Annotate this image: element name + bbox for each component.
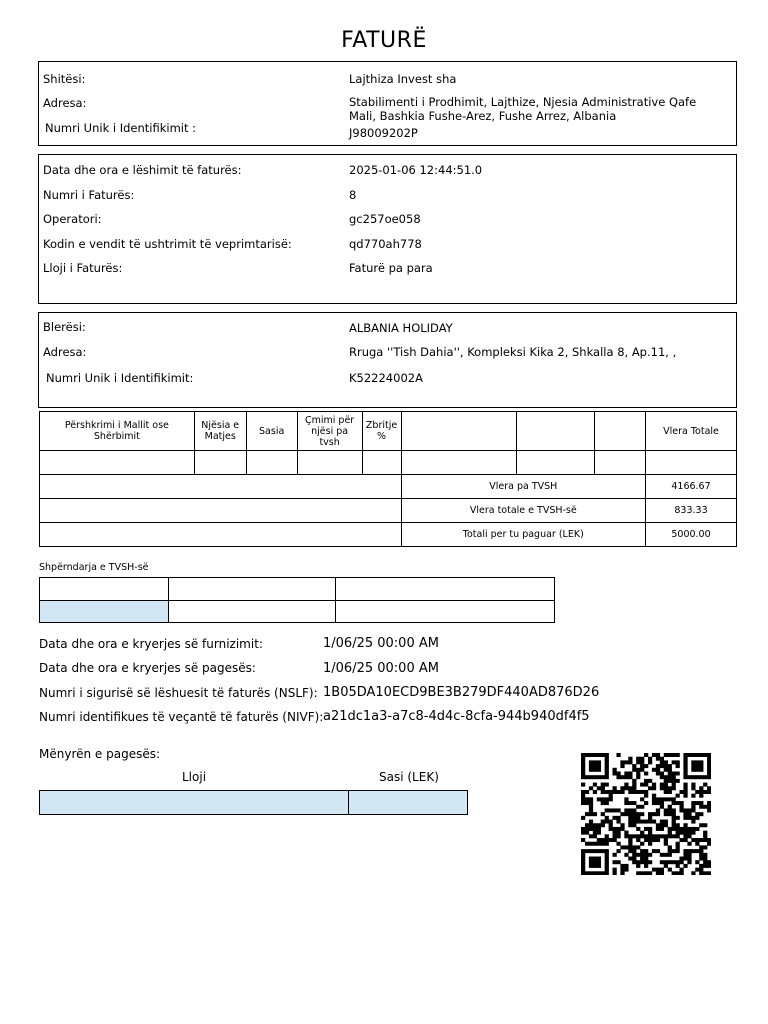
payment-date: 1/06/25 00:00 AM	[323, 661, 439, 676]
nivf-value: a21dc1a3-a7c8-4d4c-8cfa-944b940df4f5	[323, 709, 590, 724]
header-empty-2	[517, 412, 595, 451]
header-description: Përshkrimi i Mallit ose Shërbimit	[40, 412, 195, 451]
header-empty-1	[401, 412, 517, 451]
invoice-title: FATURË	[341, 28, 427, 53]
total-no-vat-label: Vlera pa TVSH	[401, 475, 645, 499]
vat-breakdown-table	[39, 577, 555, 623]
payment-table	[39, 790, 468, 815]
invoice-datetime: 2025-01-06 12:44:51.0	[349, 163, 483, 177]
payment-method-label: Mënyrën e pagesës:	[39, 747, 161, 761]
seller-label: Shitësi:	[43, 72, 86, 86]
items-table	[39, 411, 737, 547]
header-unit-price: Çmimi për njësi pa tvsh	[297, 412, 362, 451]
invoice-number-label: Numri i Faturës:	[43, 188, 135, 202]
seller-address: Stabilimenti i Prodhimit, Lajthize, Njesia Administrative Qafe Mali, Bashkia Fushe-Arez, Fushe Arrez, Albania	[349, 95, 697, 123]
supply-date: 1/06/25 00:00 AM	[323, 636, 439, 651]
header-total: Vlera Totale	[646, 412, 737, 451]
total-vat-value: 833.33	[646, 499, 737, 523]
seller-section	[38, 61, 737, 146]
buyer-section	[38, 312, 737, 408]
invoice-type-label: Lloji i Faturës:	[43, 261, 123, 275]
buyer-nuis-label: Numri Unik i Identifikimit:	[46, 371, 194, 385]
operator-label: Operatori:	[43, 212, 102, 226]
buyer-address-label: Adresa:	[43, 345, 87, 359]
table-row	[40, 791, 468, 815]
seller-address-label: Adresa:	[43, 96, 87, 110]
table-row	[40, 601, 555, 623]
nivf-label: Numri identifikues të veçantë të faturës (NIVF):	[39, 710, 324, 724]
supply-date-label: Data dhe ora e kryerjes së furnizimit:	[39, 637, 263, 651]
invoice-type: Faturë pa para	[349, 261, 433, 275]
business-unit-label: Kodin e vendit të ushtrimit të veprimtarisë:	[43, 237, 292, 251]
table-row	[40, 578, 555, 601]
header-discount: Zbritje %	[362, 412, 401, 451]
payment-amount-header: Sasi (LEK)	[379, 770, 439, 784]
total-no-vat-value: 4166.67	[646, 475, 737, 499]
seller-name: Lajthiza Invest sha	[349, 72, 457, 86]
nslf-value: 1B05DA10ECD9BE3B279DF440AD876D26	[323, 685, 600, 700]
total-no-vat-row	[40, 475, 737, 499]
header-unit: Njësia e Matjes	[194, 412, 246, 451]
buyer-address: Rruga ''Tish Dahia'', Kompleksi Kika 2, Shkalla 8, Ap.11, ,	[349, 345, 677, 359]
invoice-datetime-label: Data dhe ora e lëshimit të faturës:	[43, 163, 242, 177]
operator-code: gc257oe058	[349, 212, 421, 226]
payment-date-label: Data dhe ora e kryerjes së pagesës:	[39, 661, 256, 675]
buyer-nuis: K52224002A	[349, 371, 423, 385]
total-vat-label: Vlera totale e TVSH-së	[401, 499, 645, 523]
header-quantity: Sasia	[246, 412, 297, 451]
invoice-number: 8	[349, 188, 357, 202]
total-vat-row	[40, 499, 737, 523]
payment-type-header: Lloji	[182, 770, 207, 784]
header-empty-3	[595, 412, 646, 451]
total-payable-value: 5000.00	[646, 523, 737, 547]
items-header-row	[40, 412, 737, 451]
business-unit-code: qd770ah778	[349, 237, 422, 251]
table-row	[40, 451, 737, 475]
invoice-info-section	[38, 154, 737, 304]
qr-code-icon	[581, 753, 711, 875]
seller-nuis-label: Numri Unik i Identifikimit :	[45, 121, 197, 135]
total-payable-row	[40, 523, 737, 547]
buyer-label: Blerësi:	[43, 320, 86, 334]
buyer-name: ALBANIA HOLIDAY	[349, 321, 453, 335]
nslf-label: Numri i sigurisë së lëshuesit të faturës (NSLF):	[39, 686, 318, 700]
total-payable-label: Totali per tu paguar (LEK)	[401, 523, 645, 547]
vat-breakdown-label: Shpërndarja e TVSH-së	[39, 562, 149, 573]
seller-nuis: J98009202P	[349, 126, 418, 140]
